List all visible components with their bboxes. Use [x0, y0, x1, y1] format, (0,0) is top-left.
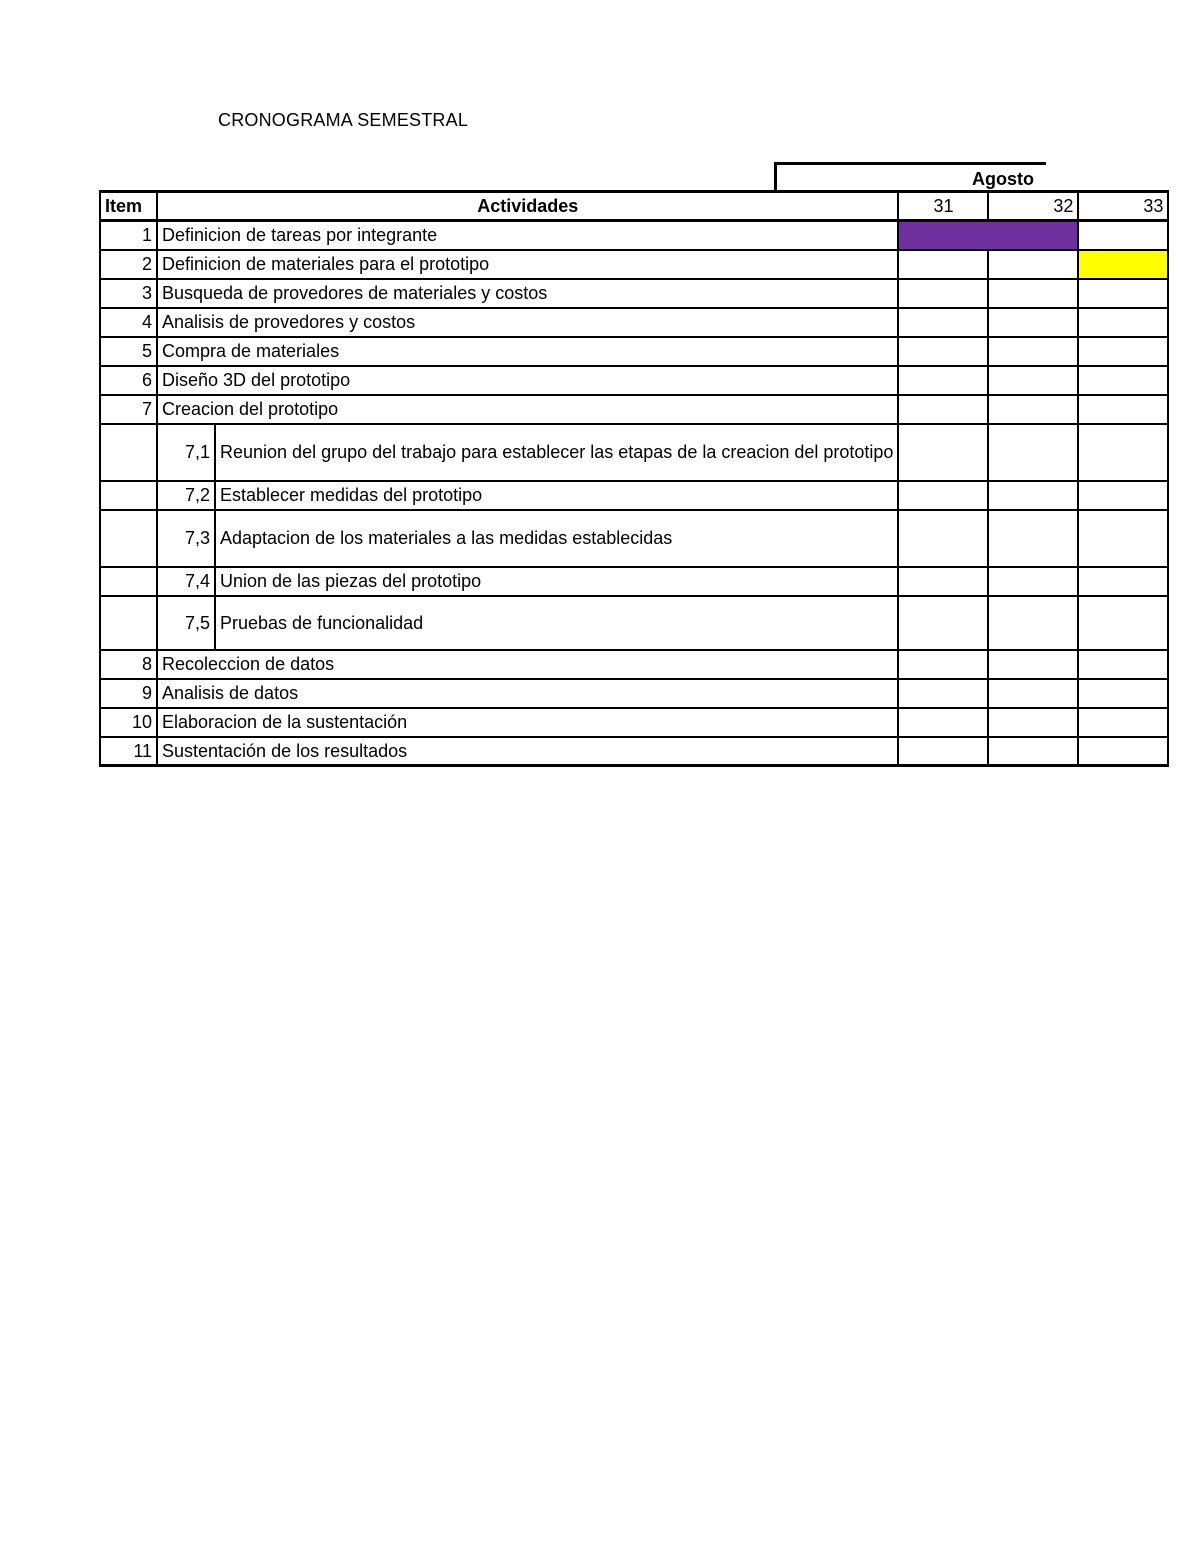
subitem-number: 7,5 [157, 596, 215, 650]
week-cell-32 [988, 567, 1078, 596]
week-cell-31 [898, 650, 988, 679]
week-cell-32 [988, 366, 1078, 395]
activity-cell: Union de las piezas del prototipo [215, 567, 898, 596]
week-cell-32 [988, 424, 1078, 481]
activity-cell: Definicion de materiales para el prototipo [157, 250, 898, 279]
month-header [774, 162, 1046, 191]
schedule-table [99, 190, 1169, 767]
week-cell-32 [988, 250, 1078, 279]
activity-cell: Creacion del prototipo [157, 395, 898, 424]
subitem-number: 7,4 [157, 567, 215, 596]
activity-cell: Elaboracion de la sustentación [157, 708, 898, 737]
week-cell-32 [988, 279, 1078, 308]
week-cell-33 [1078, 395, 1168, 424]
table-row [100, 708, 1168, 737]
table-row [100, 481, 1168, 510]
table-row [100, 650, 1168, 679]
week-cell-31 [898, 279, 988, 308]
table-row [100, 679, 1168, 708]
week-cell-33 [1078, 308, 1168, 337]
activity-cell: Sustentación de los resultados [157, 737, 898, 766]
week-cell-33 [1078, 366, 1168, 395]
item-number: 8 [100, 650, 157, 679]
week-cell-32 [988, 510, 1078, 567]
week-cell-33 [1078, 650, 1168, 679]
week-cell-31 [898, 395, 988, 424]
item-number: 7 [100, 395, 157, 424]
activity-cell: Diseño 3D del prototipo [157, 366, 898, 395]
week-cell-32 [988, 596, 1078, 650]
activity-cell: Definicion de tareas por integrante [157, 221, 898, 250]
week-cell-33 [1078, 708, 1168, 737]
week-cell-31 [898, 337, 988, 366]
activity-cell: Busqueda de provedores de materiales y costos [157, 279, 898, 308]
week-cell-33 [1078, 567, 1168, 596]
header-week-33: 33 [1078, 192, 1168, 221]
week-cell-32 [988, 650, 1078, 679]
activity-cell: Compra de materiales [157, 337, 898, 366]
week-cell-31 [898, 250, 988, 279]
table-row [100, 308, 1168, 337]
subitem-number: 7,3 [157, 510, 215, 567]
week-cell-33 [1078, 679, 1168, 708]
item-number: 5 [100, 337, 157, 366]
week-cell-33 [1078, 337, 1168, 366]
week-cell-32 [988, 708, 1078, 737]
item-number-empty [100, 510, 157, 567]
week-cell-32 [988, 481, 1078, 510]
item-number-empty [100, 596, 157, 650]
week-cell-31 [898, 424, 988, 481]
week-cell-33 [1078, 737, 1168, 766]
item-number: 11 [100, 737, 157, 766]
subitem-number: 7,2 [157, 481, 215, 510]
table-row [100, 424, 1168, 481]
subitem-number: 7,1 [157, 424, 215, 481]
table-row [100, 596, 1168, 650]
week-cell-32 [988, 737, 1078, 766]
week-cell-32 [988, 679, 1078, 708]
week-cell-31 [898, 596, 988, 650]
week-cell-31 [898, 708, 988, 737]
item-number-empty [100, 481, 157, 510]
week-cell-33 [1078, 510, 1168, 567]
activity-cell: Adaptacion de los materiales a las medidas establecidas [215, 510, 898, 567]
header-week-31: 31 [898, 192, 988, 221]
header-item: Item [100, 192, 157, 221]
item-number: 10 [100, 708, 157, 737]
week-cell-31 [898, 510, 988, 567]
week-cell-33 [1078, 596, 1168, 650]
week-cell-32 [988, 395, 1078, 424]
month-label: Agosto [972, 169, 1034, 189]
week-cell-31-32-filled [898, 221, 1078, 250]
header-activities: Actividades [157, 192, 898, 221]
week-cell-32 [988, 337, 1078, 366]
activity-cell: Recoleccion de datos [157, 650, 898, 679]
week-cell-33 [1078, 279, 1168, 308]
week-cell-31 [898, 366, 988, 395]
table-row [100, 337, 1168, 366]
item-number: 2 [100, 250, 157, 279]
week-cell-32 [988, 308, 1078, 337]
table-row [100, 221, 1168, 250]
week-cell-31 [898, 679, 988, 708]
activity-cell: Analisis de provedores y costos [157, 308, 898, 337]
table-row [100, 737, 1168, 766]
header-row [100, 192, 1168, 221]
table-row [100, 250, 1168, 279]
page-title: CRONOGRAMA SEMESTRAL [218, 110, 469, 130]
item-number: 4 [100, 308, 157, 337]
week-cell-31 [898, 481, 988, 510]
table-row [100, 510, 1168, 567]
table-row [100, 279, 1168, 308]
item-number: 6 [100, 366, 157, 395]
week-cell-31 [898, 567, 988, 596]
activity-cell: Analisis de datos [157, 679, 898, 708]
week-cell-33 [1078, 424, 1168, 481]
activity-cell: Pruebas de funcionalidad [215, 596, 898, 650]
week-cell-31 [898, 737, 988, 766]
week-cell-31 [898, 308, 988, 337]
activity-cell: Establecer medidas del prototipo [215, 481, 898, 510]
table-row [100, 366, 1168, 395]
item-number: 9 [100, 679, 157, 708]
item-number: 3 [100, 279, 157, 308]
item-number-empty [100, 567, 157, 596]
table-row [100, 395, 1168, 424]
week-cell-33 [1078, 481, 1168, 510]
week-cell-33 [1078, 221, 1168, 250]
item-number: 1 [100, 221, 157, 250]
table-row [100, 567, 1168, 596]
item-number-empty [100, 424, 157, 481]
week-cell-33-filled [1078, 250, 1168, 279]
header-week-32: 32 [988, 192, 1078, 221]
activity-cell: Reunion del grupo del trabajo para establecer las etapas de la creacion del prototipo [215, 424, 898, 481]
